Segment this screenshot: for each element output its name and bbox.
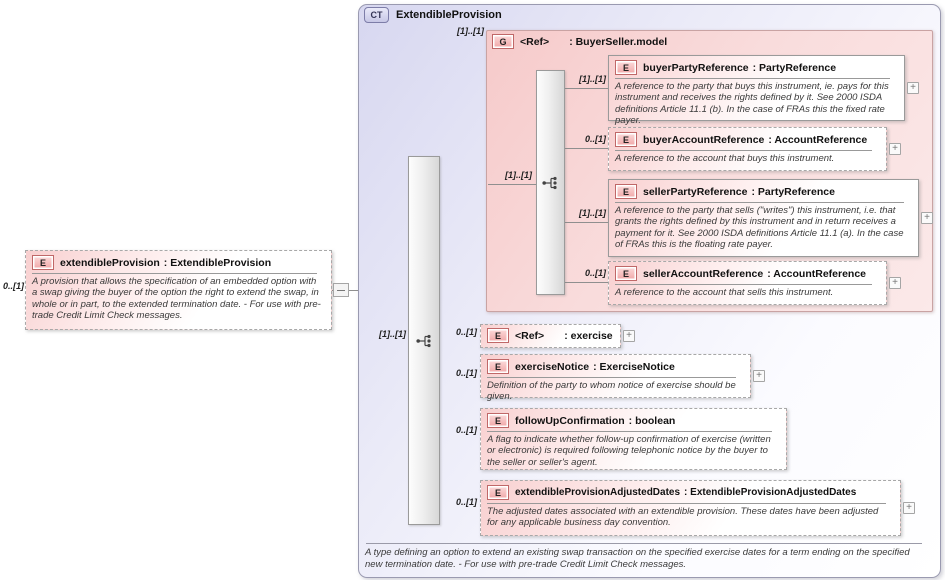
complex-type-icon: CT — [364, 7, 389, 23]
element-sellerPartyReference[interactable] — [608, 179, 919, 257]
element-icon: E — [615, 184, 637, 199]
connector-line — [488, 184, 536, 185]
element-extendibleProvision[interactable] — [25, 250, 332, 330]
element-icon: E — [487, 413, 509, 428]
element-name: sellerPartyReference — [643, 185, 748, 198]
expand-button[interactable]: + — [921, 212, 933, 224]
element-type: : ExtendibleProvision — [163, 256, 272, 269]
connector-line — [565, 222, 608, 223]
divider — [487, 377, 736, 378]
complex-type-annotation: A type defining an option to extend an existing swap transaction on the specified exercise dates for a term ending on the specified new termination date. - For use with pre-trade Credit Limit Check messages. — [365, 547, 910, 570]
element-name: <Ref> — [515, 329, 545, 342]
sequence-icon — [542, 176, 559, 190]
element-annotation: A reference to the party that buys this instrument, ie. pays for this instrument and receives the rights defined by it. See 2000 ISDA definitions Article 11.1 (b). In the case of FRAs this the fixed rate payer. — [615, 81, 889, 127]
cardinality-label: 0..[1] — [455, 497, 477, 507]
element-name: buyerAccountReference — [643, 133, 765, 146]
cardinality-label: 0..[1] — [455, 425, 477, 435]
group-name: <Ref> — [520, 35, 550, 48]
divider — [366, 543, 922, 544]
expand-button[interactable]: + — [889, 143, 901, 155]
cardinality-label: [1]..[1] — [505, 170, 532, 180]
expand-button[interactable]: + — [903, 502, 915, 514]
element-name: extendibleProvisionAdjustedDates — [515, 487, 681, 498]
complex-type-title: ExtendibleProvision — [396, 9, 502, 21]
element-type: : PartyReference — [752, 61, 837, 74]
cardinality-label: 0..[1] — [584, 134, 606, 144]
cardinality-label: [1]..[1] — [579, 74, 606, 84]
element-extendibleProvisionAdjustedDates[interactable] — [480, 480, 901, 536]
minus-icon — [337, 290, 345, 291]
element-type: : AccountReference — [767, 267, 867, 280]
expand-button[interactable]: + — [907, 82, 919, 94]
divider — [615, 150, 872, 151]
cardinality-label: 0..[1] — [455, 368, 477, 378]
element-annotation: A reference to the party that sells ("writes") this instrument, i.e. that grants the rights defined by this instrument and in return receives a payment for it. See 2000 ISDA definitions Article 11.1 (a). In the case of FRAs this is the floating rate payer. — [615, 205, 904, 251]
element-name: sellerAccountReference — [643, 267, 764, 280]
element-buyerAccountReference[interactable] — [608, 127, 887, 171]
element-type: : PartyReference — [751, 185, 835, 198]
element-type: : boolean — [628, 414, 676, 427]
group-icon: G — [492, 34, 514, 49]
cardinality-label: 0..[1] — [455, 327, 477, 337]
cardinality-label: 0..[1] — [584, 268, 606, 278]
element-type: : exercise — [564, 329, 613, 342]
element-annotation: Definition of the party to whom notice of exercise should be given. — [487, 380, 736, 403]
connector-line — [565, 148, 608, 149]
element-exercise-ref[interactable] — [480, 324, 621, 348]
group-type: : BuyerSeller.model — [569, 35, 668, 48]
cardinality-label: [1]..[1] — [457, 26, 484, 36]
element-icon: E — [487, 485, 509, 500]
divider — [487, 431, 772, 432]
divider — [32, 273, 317, 274]
expand-button[interactable]: + — [623, 330, 635, 342]
element-buyerPartyReference[interactable] — [608, 55, 905, 127]
element-icon: E — [615, 266, 637, 281]
element-icon: E — [615, 60, 637, 75]
element-type: : AccountReference — [768, 133, 868, 146]
connector-line — [565, 282, 608, 283]
connector-line — [565, 88, 608, 89]
element-annotation: A flag to indicate whether follow-up confirmation of exercise (written or electronic) is required following telephonic notice by the buyer to the seller or seller's agent. — [487, 434, 771, 468]
divider — [615, 202, 904, 203]
expand-button[interactable]: + — [889, 277, 901, 289]
complex-type-header — [364, 7, 502, 23]
cardinality-label: [1]..[1] — [379, 329, 406, 339]
cardinality-label: [1]..[1] — [579, 208, 606, 218]
divider — [487, 503, 886, 504]
element-icon: E — [32, 255, 54, 270]
element-type: : ExtendibleProvisionAdjustedDates — [684, 487, 857, 498]
element-exerciseNotice[interactable] — [480, 354, 751, 403]
divider — [615, 78, 890, 79]
element-type: : ExerciseNotice — [593, 360, 675, 373]
element-icon: E — [487, 328, 509, 343]
cardinality-label: 0..[1] — [2, 281, 24, 291]
element-sellerAccountReference[interactable] — [608, 261, 887, 305]
element-icon: E — [487, 359, 509, 374]
element-annotation: The adjusted dates associated with an extendible provision. These dates have been adjusted for any applicable business day convention. — [487, 506, 879, 529]
divider — [615, 284, 872, 285]
element-followUpConfirmation[interactable] — [480, 408, 787, 470]
element-annotation: A reference to the account that buys this instrument. — [615, 153, 835, 164]
element-name: extendibleProvision — [60, 256, 160, 269]
expand-button[interactable]: + — [753, 370, 765, 382]
collapse-toggle[interactable] — [333, 283, 349, 297]
element-name: buyerPartyReference — [643, 61, 749, 74]
element-annotation: A provision that allows the specification of an embedded option with a swap giving the buyer of the option the right to extend the swap, in whole or in part, to the extended termination date. - For use with pre-trade Credit Limit Check messages. — [32, 276, 321, 322]
element-annotation: A reference to the account that sells this instrument. — [615, 287, 834, 298]
element-icon: E — [615, 132, 637, 147]
group-header — [492, 34, 667, 49]
element-name: followUpConfirmation — [515, 414, 625, 427]
element-name: exerciseNotice — [515, 360, 590, 373]
